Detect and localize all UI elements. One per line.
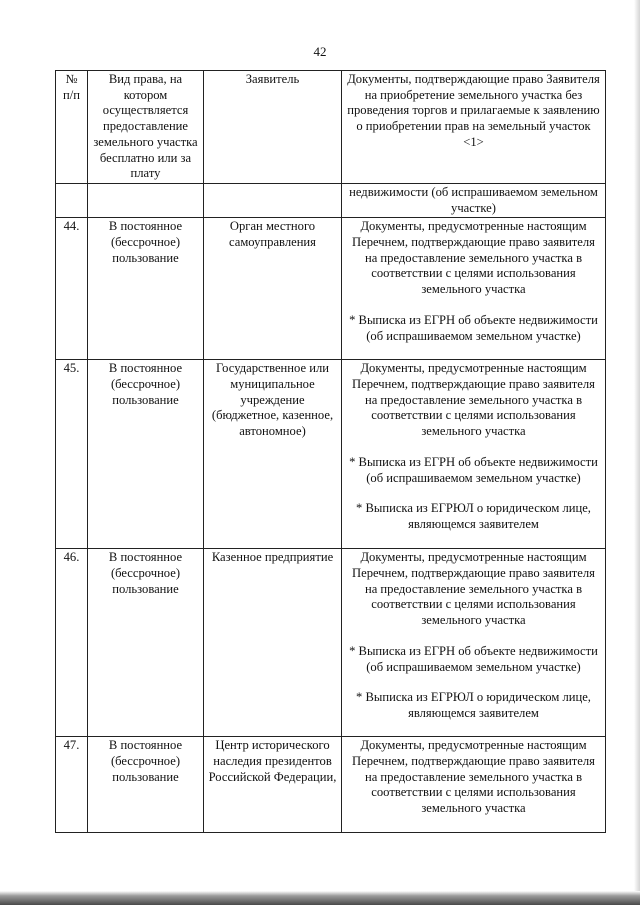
row-right-type: В постоянное (бессрочное) пользование	[88, 360, 204, 549]
scan-edge-right	[634, 0, 640, 905]
header-num: № п/п	[56, 71, 88, 184]
header-applicant: Заявитель	[204, 71, 342, 184]
row-number: 46.	[56, 549, 88, 737]
row-right-type: В постоянное (бессрочное) пользование	[88, 549, 204, 737]
row-right-type: В постоянное (бессрочное) пользование	[88, 218, 204, 360]
row-right-type: В постоянное (бессрочное) пользование	[88, 737, 204, 833]
docs-main: Документы, предусмотренные настоящим Перечнем, подтверждающие право заявителя на предоставление земельного участка в соответствии с целями использования земельного участка	[352, 550, 595, 628]
header-documents: Документы, подтверждающие право Заявителя на приобретение земельного участка без проведения торгов и прилагаемые к заявлению о приобретении прав на земельный участок <1>	[342, 71, 606, 184]
row-documents	[342, 360, 606, 549]
documents-table	[55, 70, 606, 833]
table-row	[56, 218, 606, 360]
row-applicant: Казенное предприятие	[204, 549, 342, 737]
header-right-type: Вид права, на котором осуществляется предоставление земельного участка бесплатно или за плату	[88, 71, 204, 184]
docs-egrul-extract: * Выписка из ЕГРЮЛ о юридическом лице, являющемся заявителем	[356, 501, 591, 531]
row-number: 47.	[56, 737, 88, 833]
row-documents	[342, 737, 606, 833]
docs-main: Документы, предусмотренные настоящим Перечнем, подтверждающие право заявителя на предоставление земельного участка в соответствии с целями использования земельного участка	[352, 738, 595, 816]
docs-main: Документы, предусмотренные настоящим Перечнем, подтверждающие право заявителя на предоставление земельного участка в соответствии с целями использования земельного участка	[352, 361, 595, 439]
row-number: 44.	[56, 218, 88, 360]
row-applicant: Государственное или муниципальное учреждение (бюджетное, казенное, автономное)	[204, 360, 342, 549]
row-number: 45.	[56, 360, 88, 549]
continuation-text: недвижимости (об испрашиваемом земельном участке)	[342, 183, 606, 217]
docs-egrn-extract: * Выписка из ЕГРН об объекте недвижимости (об испрашиваемом земельном участке)	[349, 312, 598, 343]
page-number: 42	[313, 44, 327, 59]
table-header-row	[56, 71, 606, 184]
row-documents	[342, 549, 606, 737]
docs-egrn-extract: * Выписка из ЕГРН об объекте недвижимости (об испрашиваемом земельном участке)	[349, 454, 598, 485]
row-applicant: Центр исторического наследия президентов Российской Федерации,	[204, 737, 342, 833]
table-row	[56, 737, 606, 833]
continuation-row	[56, 183, 606, 217]
scan-edge-bottom	[0, 891, 640, 905]
docs-main: Документы, предусмотренные настоящим Перечнем, подтверждающие право заявителя на предоставление земельного участка в соответствии с целями использования земельного участка	[352, 219, 595, 297]
table-row	[56, 360, 606, 549]
docs-egrul-extract: * Выписка из ЕГРЮЛ о юридическом лице, являющемся заявителем	[356, 690, 591, 720]
table-row	[56, 549, 606, 737]
row-applicant: Орган местного самоуправления	[204, 218, 342, 360]
row-documents	[342, 218, 606, 360]
docs-egrn-extract: * Выписка из ЕГРН об объекте недвижимости (об испрашиваемом земельном участке)	[349, 643, 598, 674]
